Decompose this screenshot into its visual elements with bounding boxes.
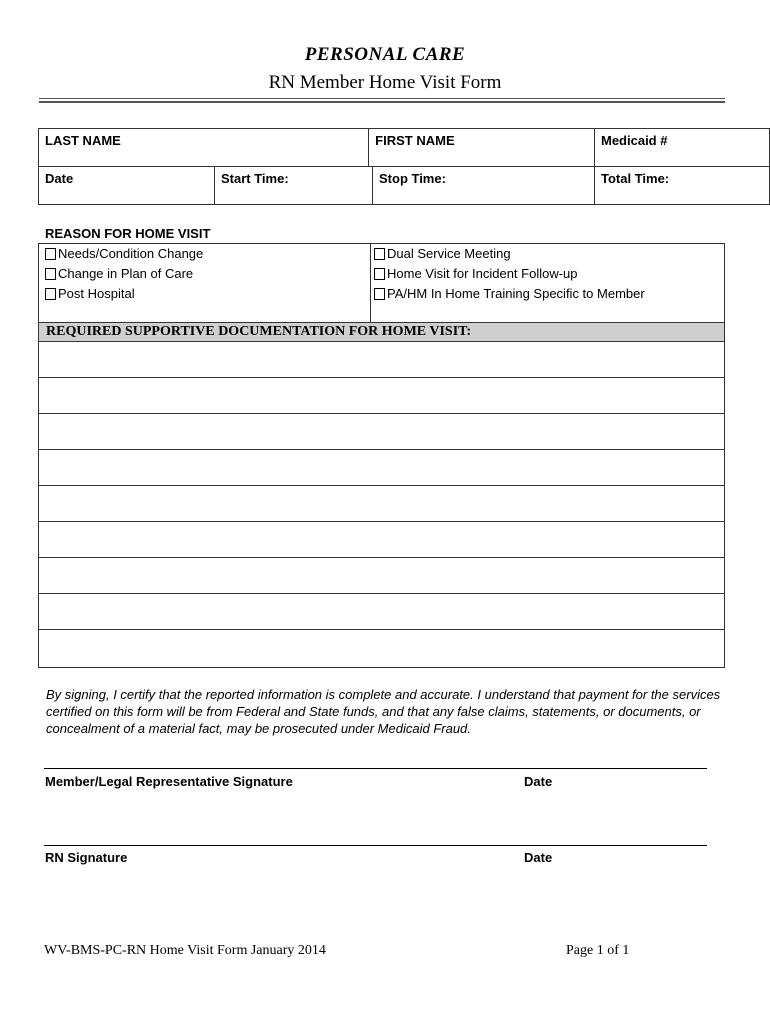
checkbox[interactable] xyxy=(374,248,385,260)
documentation-row[interactable] xyxy=(39,342,724,378)
documentation-row[interactable] xyxy=(39,450,724,486)
start-time-label: Start Time: xyxy=(221,171,289,186)
reason-divider xyxy=(370,243,371,323)
documentation-row[interactable] xyxy=(39,414,724,450)
date-field[interactable] xyxy=(39,167,215,205)
checkbox[interactable] xyxy=(374,268,385,280)
first-name-label: FIRST NAME xyxy=(375,133,455,148)
reason-option-post-hospital[interactable]: Post Hospital xyxy=(45,284,203,304)
footer-page-number: Page 1 of 1 xyxy=(566,943,630,958)
checkbox[interactable] xyxy=(45,288,56,300)
member-signature-line[interactable] xyxy=(44,768,707,769)
last-name-field[interactable] xyxy=(39,129,369,167)
first-name-field[interactable] xyxy=(369,129,595,167)
last-name-label: LAST NAME xyxy=(45,133,121,148)
reason-label: REASON FOR HOME VISIT xyxy=(45,226,211,241)
form-title: PERSONAL CARE xyxy=(304,44,466,65)
documentation-header: REQUIRED SUPPORTIVE DOCUMENTATION FOR HOME VISIT: xyxy=(39,323,724,342)
rn-date-label: Date xyxy=(524,850,553,865)
form-subtitle: RN Member Home Visit Form xyxy=(268,72,502,93)
documentation-row[interactable] xyxy=(39,378,724,414)
documentation-row[interactable] xyxy=(39,630,724,666)
total-time-label: Total Time: xyxy=(601,171,670,186)
stop-time-label: Stop Time: xyxy=(379,171,446,186)
reason-option-plan-change[interactable]: Change in Plan of Care xyxy=(45,264,203,284)
reason-option-needs-change[interactable]: Needs/Condition Change xyxy=(45,244,203,264)
documentation-row[interactable] xyxy=(39,486,724,522)
total-time-field[interactable] xyxy=(595,167,770,205)
reason-right-options xyxy=(374,244,645,304)
start-time-field[interactable] xyxy=(215,167,373,205)
member-info-table xyxy=(38,128,770,205)
documentation-row[interactable] xyxy=(39,594,724,630)
footer-form-id: WV-BMS-PC-RN Home Visit Form January 2014 xyxy=(44,943,326,958)
medicaid-field[interactable] xyxy=(595,129,770,167)
documentation-table xyxy=(38,322,725,668)
reason-option-training[interactable]: PA/HM In Home Training Specific to Member xyxy=(374,284,645,304)
documentation-row[interactable] xyxy=(39,558,724,594)
checkbox[interactable] xyxy=(374,288,385,300)
checkbox[interactable] xyxy=(45,248,56,260)
stop-time-field[interactable] xyxy=(373,167,595,205)
member-date-label: Date xyxy=(524,774,553,789)
rn-signature-label: RN Signature xyxy=(45,850,128,865)
reason-left-options xyxy=(45,244,203,304)
certification-text: By signing, I certify that the reported information is complete and accurate. I understand that payment for the services certified on this form will be from Federal and State funds, and that any false claims, statements, or documents, or concealment of a material fact, may be prosecuted under Medicaid Fraud. xyxy=(46,687,721,736)
checkbox[interactable] xyxy=(45,268,56,280)
header-rule xyxy=(39,98,725,99)
reason-option-incident-followup[interactable]: Home Visit for Incident Follow-up xyxy=(374,264,645,284)
header-rule-double xyxy=(39,101,725,103)
medicaid-label: Medicaid # xyxy=(601,133,668,148)
rn-signature-line[interactable] xyxy=(44,845,707,846)
reason-option-dual-service[interactable]: Dual Service Meeting xyxy=(374,244,645,264)
date-label: Date xyxy=(45,171,74,186)
member-signature-label: Member/Legal Representative Signature xyxy=(45,774,293,789)
documentation-row[interactable] xyxy=(39,522,724,558)
